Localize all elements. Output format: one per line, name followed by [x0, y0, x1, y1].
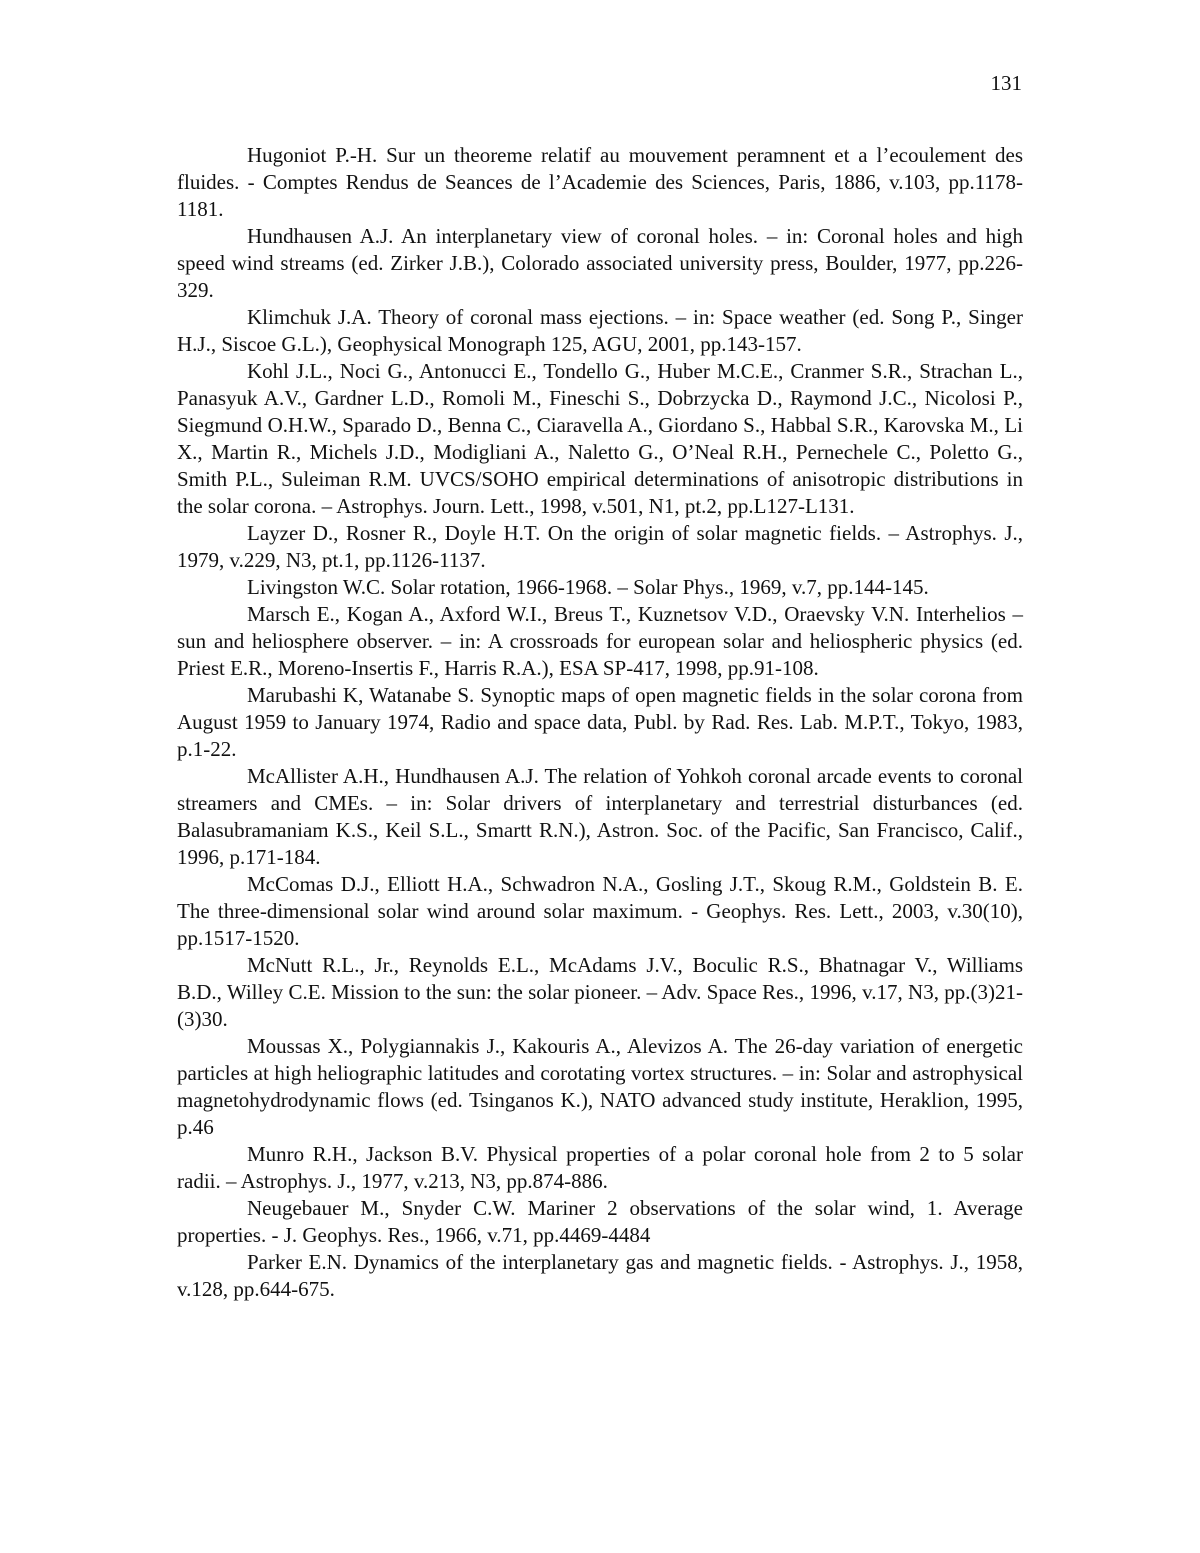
reference-entry: Layzer D., Rosner R., Doyle H.T. On the origin of solar magnetic fields. – Astrophys. J., 1979, v.229, N3, pt.1, pp.1126-1137.	[177, 521, 1023, 572]
reference-entry: Moussas X., Polygiannakis J., Kakouris A., Alevizos A. The 26-day variation of energetic particles at high heliographic latitudes and corotating vortex structures. – in: Solar and astrophysical magnetohydrodynamic flows (ed. Tsinganos K.), NATO advanced study institute, Heraklion, 1995, p.46	[177, 1034, 1023, 1139]
page-number: 131	[990, 71, 1022, 95]
reference-entry: Parker E.N. Dynamics of the interplanetary gas and magnetic fields. - Astrophys. J., 1958, v.128, pp.644-675.	[177, 1250, 1023, 1301]
reference-entry: McComas D.J., Elliott H.A., Schwadron N.A., Gosling J.T., Skoug R.M., Goldstein B. E. The three-dimensional solar wind around solar maximum. - Geophys. Res. Lett., 2003, v.30(10), pp.1517-1520.	[177, 872, 1023, 950]
reference-entry: Marubashi K, Watanabe S. Synoptic maps of open magnetic fields in the solar corona from August 1959 to January 1974, Radio and space data, Publ. by Rad. Res. Lab. M.P.T., Tokyo, 1983, p.1-22.	[177, 683, 1023, 761]
reference-entry: Neugebauer M., Snyder C.W. Mariner 2 observations of the solar wind, 1. Average properties. - J. Geophys. Res., 1966, v.71, pp.4469-4484	[177, 1196, 1023, 1247]
reference-entry: Hugoniot P.-H. Sur un theoreme relatif au mouvement peramnent et a l’ecoulement des fluides. - Comptes Rendus de Seances de l’Academie des Sciences, Paris, 1886, v.103, pp.1178-1181.	[177, 143, 1023, 221]
reference-entry: McAllister A.H., Hundhausen A.J. The relation of Yohkoh coronal arcade events to coronal streamers and CMEs. – in: Solar drivers of interplanetary and terrestrial disturbances (ed. Balasubramaniam K.S., Keil S.L., Smartt R.N.), Astron. Soc. of the Pacific, San Francisco, Calif., 1996, p.171-184.	[177, 764, 1023, 869]
reference-entry: Hundhausen A.J. An interplanetary view of coronal holes. – in: Coronal holes and high speed wind streams (ed. Zirker J.B.), Colorado associated university press, Boulder, 1977, pp.226-329.	[177, 224, 1023, 302]
reference-entry: Marsch E., Kogan A., Axford W.I., Breus T., Kuznetsov V.D., Oraevsky V.N. Interhelios – sun and heliosphere observer. – in: A crossroads for european solar and heliospheric physics (ed. Priest E.R., Moreno-Insertis F., Harris R.A.), ESA SP-417, 1998, pp.91-108.	[177, 602, 1023, 680]
reference-list	[177, 142, 1023, 1303]
reference-entry: McNutt R.L., Jr., Reynolds E.L., McAdams J.V., Boculic R.S., Bhatnagar V., Williams B.D., Willey C.E. Mission to the sun: the solar pioneer. – Adv. Space Res., 1996, v.17, N3, pp.(3)21-(3)30.	[177, 953, 1023, 1031]
reference-entry: Kohl J.L., Noci G., Antonucci E., Tondello G., Huber M.C.E., Cranmer S.R., Strachan L., Panasyuk A.V., Gardner L.D., Romoli M., Fineschi S., Dobrzycka D., Raymond J.C., Nicolosi P., Siegmund O.H.W., Sparado D., Benna C., Ciaravella A., Giordano S., Habbal S.R., Karovska M., Li X., Martin R., Michels J.D., Modigliani A., Naletto G., O’Neal R.H., Pernechele C., Poletto G., Smith P.L., Suleiman R.M. UVCS/SOHO empirical determinations of anisotropic distributions in the solar corona. – Astrophys. Journ. Lett., 1998, v.501, N1, pt.2, pp.L127-L131.	[177, 359, 1023, 518]
reference-entry: Munro R.H., Jackson B.V. Physical properties of a polar coronal hole from 2 to 5 solar radii. – Astrophys. J., 1977, v.213, N3, pp.874-886.	[177, 1142, 1023, 1193]
reference-entry: Klimchuk J.A. Theory of coronal mass ejections. – in: Space weather (ed. Song P., Singer H.J., Siscoe G.L.), Geophysical Monograph 125, AGU, 2001, pp.143-157.	[177, 305, 1023, 356]
reference-entry: Livingston W.C. Solar rotation, 1966-1968. – Solar Phys., 1969, v.7, pp.144-145.	[247, 575, 929, 599]
